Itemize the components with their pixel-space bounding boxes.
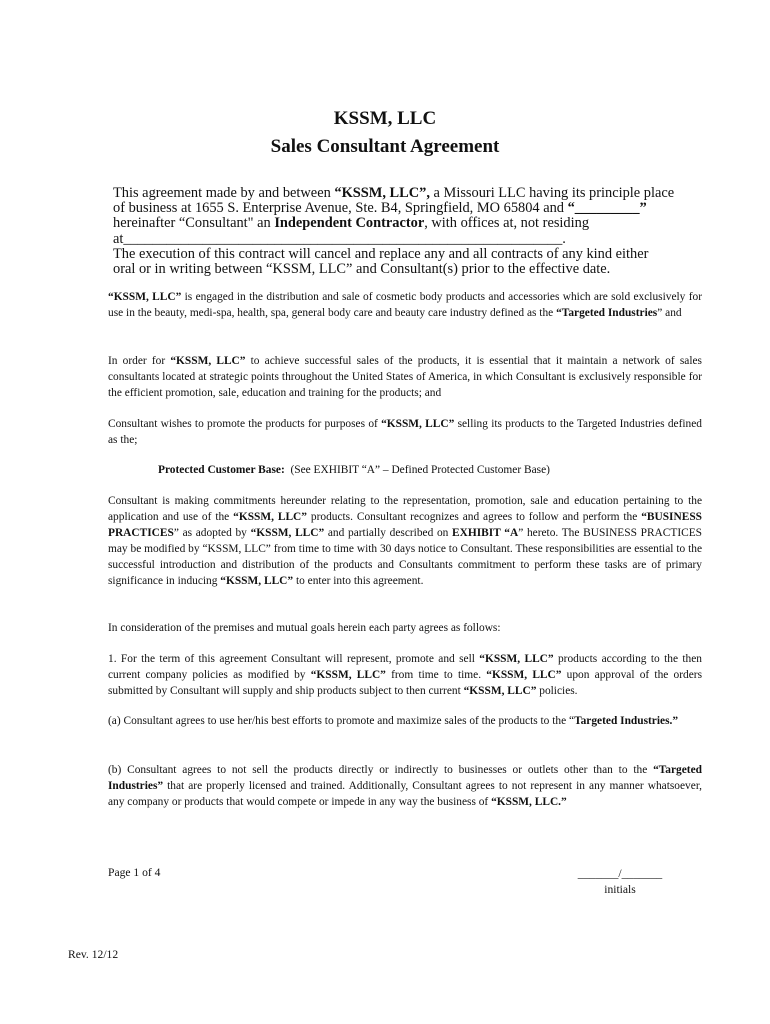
intro-text: , with offices at, not residing: [424, 215, 590, 232]
company-name: “KSSM, LLC”: [108, 291, 182, 303]
paragraph-consultant-wishes: [108, 416, 702, 448]
company-name: “KSSM, LLC”: [486, 669, 562, 681]
paragraph-network: [108, 353, 702, 401]
paragraph-text: Consultant is making commitments hereunder relating to the representation, promotion, sale and education pertaining to the application and use of the: [108, 495, 702, 523]
protected-customer-base-label: Protected Customer Base:: [158, 464, 285, 476]
company-name: “KSSM, LLC”: [463, 685, 537, 697]
business-practices-term: “BUSINESS PRACTICES: [108, 511, 702, 539]
independent-contractor-term: Independent Contractor: [274, 215, 425, 232]
paragraph-text: that are properly licensed and trained. Additionally, Consultant agrees to not represent in any manner whatsoever, any company or products that would compete or impede in any way the business of: [108, 780, 702, 808]
company-name: “KSSM, LLC”: [310, 669, 386, 681]
targeted-industries-term: “Targeted Industries: [556, 307, 658, 319]
paragraph-text: 1. For the term of this agreement Consultant will represent, promote and sell: [108, 653, 480, 665]
company-name: “KSSM, LLC”: [381, 418, 455, 430]
paragraph-consideration: In consideration of the premises and mutual goals herein each party agrees as follows:: [108, 622, 501, 634]
document-title: KSSM, LLC: [333, 108, 437, 129]
company-name: “KSSM, LLC”,: [334, 185, 430, 201]
paragraph-text: to achieve successful sales of the products, it is essential that it maintain a network of sales consultants located at strategic points throughout the United States of America, in which Consultant is exclusively responsible for the efficient promotion, sale, education and training for the products; and: [108, 355, 702, 399]
company-name: “KSSM, LLC.”: [491, 796, 567, 808]
consultant-name-blank: “_________”: [567, 200, 647, 217]
document-subtitle: Sales Consultant Agreement: [270, 136, 500, 157]
initials-line: _______/_______: [577, 867, 663, 880]
paragraph-text: from time to time.: [385, 669, 487, 681]
targeted-industries-term: “Targeted Industries”: [108, 764, 702, 792]
protected-customer-base: [158, 462, 698, 478]
intro-text: hereinafter “Consultant" an: [113, 215, 275, 232]
page-number: Page 1 of 4: [108, 866, 161, 879]
paragraph-text: (b) Consultant agrees to not sell the products directly or indirectly to businesses or outlets other than to the: [108, 764, 654, 776]
paragraph-text: products. Consultant recognizes and agrees to follow and perform the: [306, 511, 642, 523]
paragraph-commitments: [108, 493, 702, 589]
revision-label: Rev. 12/12: [68, 948, 119, 961]
paragraph-text: ” and: [657, 307, 682, 319]
paragraph-text: Consultant wishes to promote the products for purposes of: [108, 418, 382, 430]
initials-label: initials: [604, 883, 636, 896]
intro-line-1: [113, 186, 703, 201]
company-name: “KSSM, LLC”: [233, 511, 307, 523]
paragraph-text: to enter into this agreement.: [293, 575, 424, 587]
address-blank: at_____________________________________________________________.: [113, 230, 566, 247]
paragraph-text: policies.: [536, 685, 578, 697]
paragraph-text: upon approval of the orders submitted by Consultant will supply and ship products subject to then current: [108, 669, 702, 697]
clause-1: [108, 651, 702, 699]
targeted-industries-term: Targeted Industries.”: [574, 715, 679, 727]
exhibit-a-term: EXHIBIT “A: [452, 527, 519, 539]
paragraph-text: selling its products to the Targeted Industries defined as the;: [108, 418, 702, 446]
paragraph-text: and partially described on: [324, 527, 453, 539]
intro-paragraph: [113, 186, 703, 277]
paragraph-business-description: [108, 289, 702, 321]
paragraph-text: In order for: [108, 355, 171, 367]
intro-line-2: [113, 201, 703, 216]
exhibit-reference: (See EXHIBIT “A” – Defined Protected Customer Base): [284, 464, 550, 476]
intro-text: of business at 1655 S. Enterprise Avenue, Ste. B4, Springfield, MO 65804 and: [113, 200, 568, 217]
paragraph-text: (a) Consultant agrees to use her/his best efforts to promote and maximize sales of the products to the “: [108, 715, 575, 727]
paragraph-text: ” hereto. The BUSINESS PRACTICES may be modified by “KSSM, LLC” from time to time with 30 days notice to Consultant. These responsibilities are essential to the successful introduction and distribution of the products and Consultants commitment to perform these tasks are of primary significance in inducing: [108, 527, 702, 587]
paragraph-text: is engaged in the distribution and sale of cosmetic body products and accessories which are sold exclusively for use in the beauty, medi-spa, health, spa, general body care and beauty care industry defined as the: [108, 291, 702, 319]
company-name: “KSSM, LLC”: [250, 527, 325, 539]
intro-text: a Missouri LLC having its principle place: [429, 185, 675, 201]
intro-text: This agreement made by and between: [113, 185, 335, 201]
intro-line-5: The execution of this contract will cancel and replace any and all contracts of any kind either: [113, 245, 649, 262]
clause-a: [108, 713, 702, 729]
paragraph-text: ” as adopted by: [173, 527, 251, 539]
intro-line-3: [113, 216, 703, 231]
clause-b: [108, 762, 702, 810]
company-name: “KSSM, LLC”: [220, 575, 294, 587]
paragraph-text: products according to the then current company policies as modified by: [108, 653, 702, 681]
company-name: “KSSM, LLC”: [170, 355, 246, 367]
company-name: “KSSM, LLC”: [479, 653, 554, 665]
intro-line-6: oral or in writing between “KSSM, LLC” and Consultant(s) prior to the effective date.: [113, 261, 611, 278]
initials-block: [560, 866, 680, 898]
